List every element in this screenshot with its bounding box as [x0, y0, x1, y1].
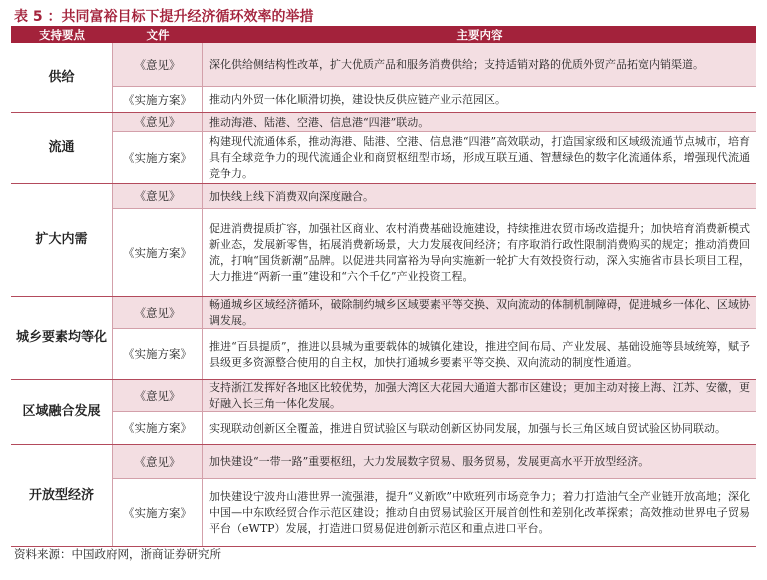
table-row	[113, 380, 756, 412]
table-row	[113, 329, 756, 379]
group-circulation	[11, 113, 756, 184]
group-label: 区域融合发展	[11, 380, 113, 444]
doc-name: 《意见》	[113, 445, 203, 478]
header-key-point: 支持要点	[39, 28, 85, 42]
doc-name: 《实施方案》	[113, 87, 203, 112]
row-content: 支持浙江发挥好各地区比较优势，加强大湾区大花园大通道大都市区建设；更加主动对接上海、江苏、安徽，更好融入长三角一体化发展。	[209, 381, 750, 410]
table-row	[113, 43, 756, 87]
row-content: 加快建设宁波舟山港世界一流强港，提升“义新欧”中欧班列市场竞争力；着力打造油气全产业链开放高地；深化中国—中东欧经贸合作示范区建设；推动自由贸易试验区开展首创性和差别化改革探索；高效推动世界电子贸易平台（eWTP）发展，打造进口贸易促进创新示范区和重点进口平台。	[209, 490, 750, 535]
table-row	[113, 87, 756, 112]
group-label: 供给	[11, 43, 113, 112]
table-row	[113, 479, 756, 546]
table-row	[113, 132, 756, 183]
measures-table	[11, 26, 756, 547]
table-row	[113, 113, 756, 132]
row-content: 构建现代流通体系，推动海港、陆港、空港、信息港“四港”高效联动，打造国家级和区域级流通节点城市，培育具有全球竞争力的现代流通企业和商贸枢纽型市场，形成互联互通、智慧绿色的数字化流通体系，增强现代流通竞争力。	[209, 135, 750, 180]
row-content: 推动内外贸一体化顺滑切换，建设快反供应链产业示范园区。	[209, 93, 506, 106]
doc-name: 《实施方案》	[113, 479, 203, 546]
table-title: 表 5 ：共同富裕目标下提升经济循环效率的举措	[14, 9, 314, 25]
group-label: 城乡要素均等化	[11, 297, 113, 379]
doc-name: 《实施方案》	[113, 209, 203, 296]
table-row	[113, 184, 756, 209]
row-content: 加快建设“一带一路”重要枢纽，大力发展数字贸易、服务贸易，发展更高水平开放型经济。	[209, 455, 650, 468]
group-urban-rural	[11, 297, 756, 380]
group-label: 开放型经济	[11, 445, 113, 546]
row-content: 加快线上线下消费双向深度融合。	[209, 189, 374, 203]
doc-name: 《实施方案》	[113, 412, 203, 444]
row-content: 推进“百县提质”，推进以县城为重要载体的城镇化建设，推进空间布局、产业发展、基础设施等县域统筹，赋予县级更多资源整合使用的自主权，加快打通城乡要素平等交换、双向流动的制度性通道。	[209, 339, 750, 369]
table-row	[113, 412, 756, 444]
table-header	[11, 27, 756, 43]
doc-name: 《实施方案》	[113, 329, 203, 379]
row-content: 促进消费提质扩容，加强社区商业、农村消费基础设施建设，持续推进农贸市场改造提升；加快培育消费新模式新业态，发展新零售，拓展消费新场景，大力发展夜间经济；有序取消行政性限制消费购买的规定；推动消费回流，打响“国货新潮”品牌。以促进共同富裕为导向实施新一轮扩大有效投资行动，深入实施省市县长项目工程，大力推进“两新一重”建设和“六个千亿”产业投资工程。	[209, 222, 750, 283]
group-regional-integration	[11, 380, 756, 445]
doc-name: 《意见》	[113, 43, 203, 86]
doc-name: 《意见》	[113, 380, 203, 411]
group-supply	[11, 43, 756, 113]
doc-name: 《实施方案》	[113, 132, 203, 183]
group-domestic-demand	[11, 184, 756, 297]
header-main-content: 主要内容	[456, 28, 503, 42]
doc-name: 《意见》	[113, 297, 203, 328]
row-content: 畅通城乡区域经济循环，破除制约城乡区域要素平等交换、双向流动的体制机制障碍，促进城乡一体化、区域协调发展。	[209, 298, 750, 327]
group-label: 扩大内需	[11, 184, 113, 296]
row-content: 实现联动创新区全覆盖，推进自贸试验区与联动创新区协同发展，加强与长三角区域自贸试验区协同联动。	[209, 421, 726, 435]
table-row	[113, 209, 756, 296]
row-content: 推动海港、陆港、空港、信息港“四港”联动。	[209, 115, 430, 129]
group-label: 流通	[11, 113, 113, 183]
row-content: 深化供给侧结构性改革，扩大优质产品和服务消费供给；支持适销对路的优质外贸产品拓宽内销渠道。	[209, 58, 704, 71]
table-row	[113, 297, 756, 329]
doc-name: 《意见》	[113, 184, 203, 208]
header-document: 文件	[146, 28, 170, 42]
source-note: 资料来源：中国政府网，浙商证券研究所	[14, 547, 221, 561]
group-open-economy	[11, 445, 756, 547]
doc-name: 《意见》	[113, 113, 203, 131]
table-row	[113, 445, 756, 479]
